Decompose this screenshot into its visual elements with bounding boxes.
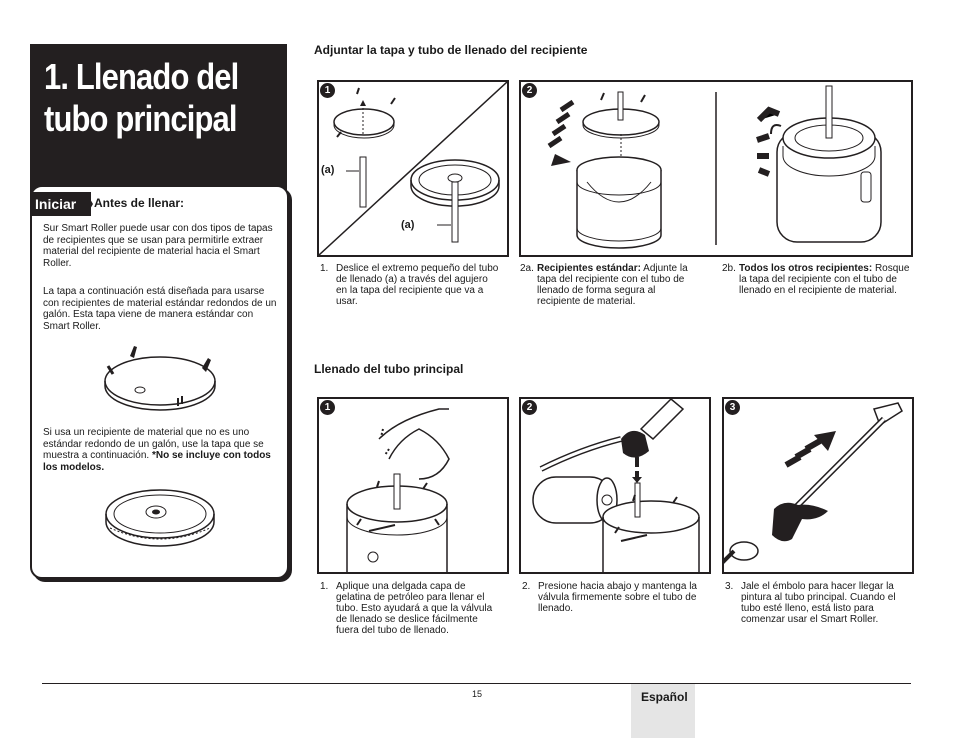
section-attach-title: Adjuntar la tapa y tubo de llenado del recipiente bbox=[314, 43, 588, 57]
fill-step-2-illustration bbox=[521, 399, 709, 572]
fill-step-1-panel bbox=[317, 397, 509, 574]
attach-caption-2b bbox=[722, 263, 912, 296]
standard-lid-illustration bbox=[100, 338, 220, 418]
step-badge: 1 bbox=[320, 83, 335, 98]
attach-step-2-panel bbox=[519, 80, 913, 257]
intro-paragraph-3-note: *No se incluye con todos los modelos. bbox=[43, 450, 271, 473]
fill-step-1-illustration bbox=[319, 399, 507, 572]
page-number: 15 bbox=[472, 689, 483, 699]
attach-caption-2a bbox=[520, 263, 700, 307]
caption-text: Adjunte la tapa del recipiente con el tubo de llenado de forma segura al recipiente de material. bbox=[537, 263, 688, 307]
attach-step-1-panel bbox=[317, 80, 509, 257]
intro-paragraph-1: Sur Smart Roller puede usar con dos tipos de tapas de recipientes que se usan para permitirle extraer material del recipiente de material hacia el Smart Roller. bbox=[43, 223, 273, 269]
step-badge: 2 bbox=[522, 400, 537, 415]
intro-paragraph-3 bbox=[43, 427, 278, 473]
caption-text: Aplique una delgada capa de gelatina de petróleo para llenar el tubo. Esto ayudará a que la válvula de llenado se deslice fácilmente fuera del tubo de llenado. bbox=[336, 581, 493, 636]
iniciar-arrow-icon bbox=[86, 192, 93, 216]
fill-caption-3 bbox=[725, 581, 913, 625]
intro-paragraph-3-text: Si usa un recipiente de material que no es uno estándar redondo de un galón, use la tapa que se muestra a continuación. bbox=[43, 427, 264, 461]
fill-step-3-panel bbox=[722, 397, 914, 574]
footer-divider bbox=[42, 683, 911, 684]
page-title-line2: tubo principal bbox=[44, 98, 237, 139]
step-badge: 1 bbox=[320, 400, 335, 415]
caption-bold: Todos los otros recipientes: bbox=[739, 263, 873, 274]
caption-text: Rosque la tapa del recipiente con el tubo de llenado en el recipiente de material. bbox=[739, 263, 910, 296]
page-title bbox=[44, 56, 250, 140]
fill-tube-label-top: (a) bbox=[321, 164, 335, 176]
fill-caption-2 bbox=[522, 581, 707, 614]
caption-bold: Recipientes estándar: bbox=[537, 263, 641, 274]
attach-step-2-illustration bbox=[521, 82, 911, 255]
language-label: Español bbox=[641, 690, 688, 704]
caption-number: 2. bbox=[522, 581, 531, 592]
section-fill-title: Llenado del tubo principal bbox=[314, 362, 464, 376]
fill-step-2-panel bbox=[519, 397, 711, 574]
step-badge: 2 bbox=[522, 83, 537, 98]
page-title-line1: 1. Llenado del bbox=[44, 56, 239, 97]
iniciar-tab: Iniciar bbox=[30, 192, 91, 216]
intro-paragraph-2: La tapa a continuación está diseñada para usarse con recipientes de material estándar redondos de un galón. Esta tapa viene de manera estándar con Smart Roller. bbox=[43, 286, 277, 332]
caption-number: 2b. bbox=[722, 263, 736, 274]
threaded-lid-illustration bbox=[100, 482, 220, 554]
fill-caption-1 bbox=[320, 581, 500, 636]
caption-number: 2a. bbox=[520, 263, 534, 274]
caption-number: 3. bbox=[725, 581, 734, 592]
step-badge: 3 bbox=[725, 400, 740, 415]
intro-heading: Antes de llenar: bbox=[94, 196, 185, 210]
caption-number: 1. bbox=[320, 263, 329, 274]
attach-caption-1 bbox=[320, 263, 500, 307]
fill-step-3-illustration bbox=[724, 399, 912, 572]
caption-text: Presione hacia abajo y mantenga la válvula firmemente sobre el tubo de llenado. bbox=[538, 581, 697, 614]
caption-text: Deslice el extremo pequeño del tubo de llenado (a) a través del agujero en la tapa del recipiente que va a usar. bbox=[336, 263, 499, 307]
caption-text: Jale el émbolo para hacer llegar la pintura al tubo principal. Cuando el tubo esté lleno, está listo para comenzar usar el Smart Roller. bbox=[741, 581, 896, 625]
fill-tube-label-bottom: (a) bbox=[401, 219, 415, 231]
caption-number: 1. bbox=[320, 581, 329, 592]
